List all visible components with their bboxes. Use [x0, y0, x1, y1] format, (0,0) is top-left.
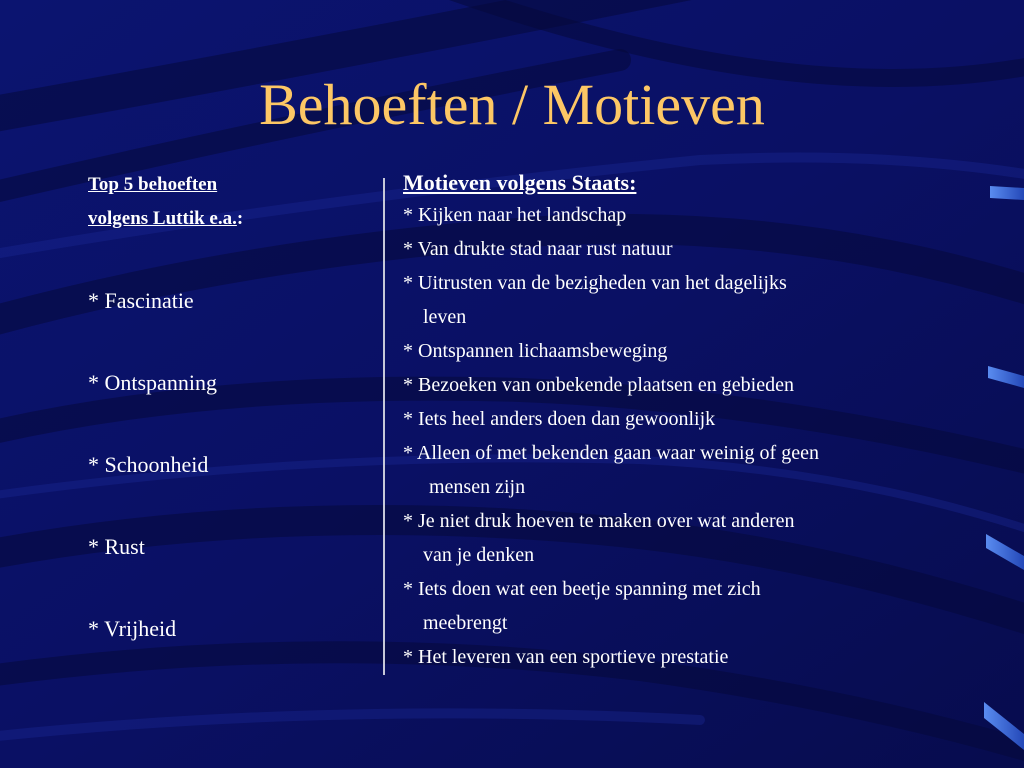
motives-list-item: * Van drukte stad naar rust natuur: [403, 238, 673, 260]
needs-list-item: * Schoonheid: [88, 452, 209, 477]
motives-list-item-continuation: van je denken: [423, 544, 535, 566]
motives-list-item: * Je niet druk hoeven te maken over wat anderen: [403, 510, 795, 532]
left-heading-line1: Top 5 behoeften: [88, 174, 218, 195]
motives-list-item: * Iets doen wat een beetje spanning met zich: [403, 578, 761, 600]
motives-list-item: * Kijken naar het landschap: [403, 204, 627, 226]
needs-list: [88, 283, 217, 693]
left-heading: [88, 168, 368, 236]
left-column: [88, 168, 368, 641]
right-column: [403, 168, 1003, 674]
motives-list-item: * Het leveren van een sportieve prestatie: [403, 646, 729, 668]
motives-list-item: * Alleen of met bekenden gaan waar weinig of geen: [403, 442, 819, 464]
needs-list-item: * Vrijheid: [88, 616, 177, 641]
motives-list-item-continuation: leven: [423, 306, 467, 328]
left-heading-colon: :: [236, 208, 244, 229]
motives-list-item-continuation: mensen zijn: [429, 476, 526, 498]
motives-list: [403, 198, 1003, 674]
right-heading: Motieven volgens Staats:: [403, 170, 637, 195]
motives-list-item: * Iets heel anders doen dan gewoonlijk: [403, 408, 716, 430]
left-heading-line2: volgens Luttik e.a.: [88, 208, 237, 229]
motives-list-item-continuation: meebrengt: [423, 612, 508, 634]
slide-title: Behoeften / Motieven: [259, 72, 765, 137]
motives-list-item: * Ontspannen lichaamsbeweging: [403, 340, 668, 362]
column-divider: [383, 178, 385, 675]
needs-list-item: * Ontspanning: [88, 370, 217, 395]
needs-list-item: * Fascinatie: [88, 288, 194, 313]
needs-list-item: * Rust: [88, 534, 145, 559]
motives-list-item: * Uitrusten van de bezigheden van het dagelijks: [403, 272, 787, 294]
motives-list-item: * Bezoeken van onbekende plaatsen en gebieden: [403, 374, 794, 396]
